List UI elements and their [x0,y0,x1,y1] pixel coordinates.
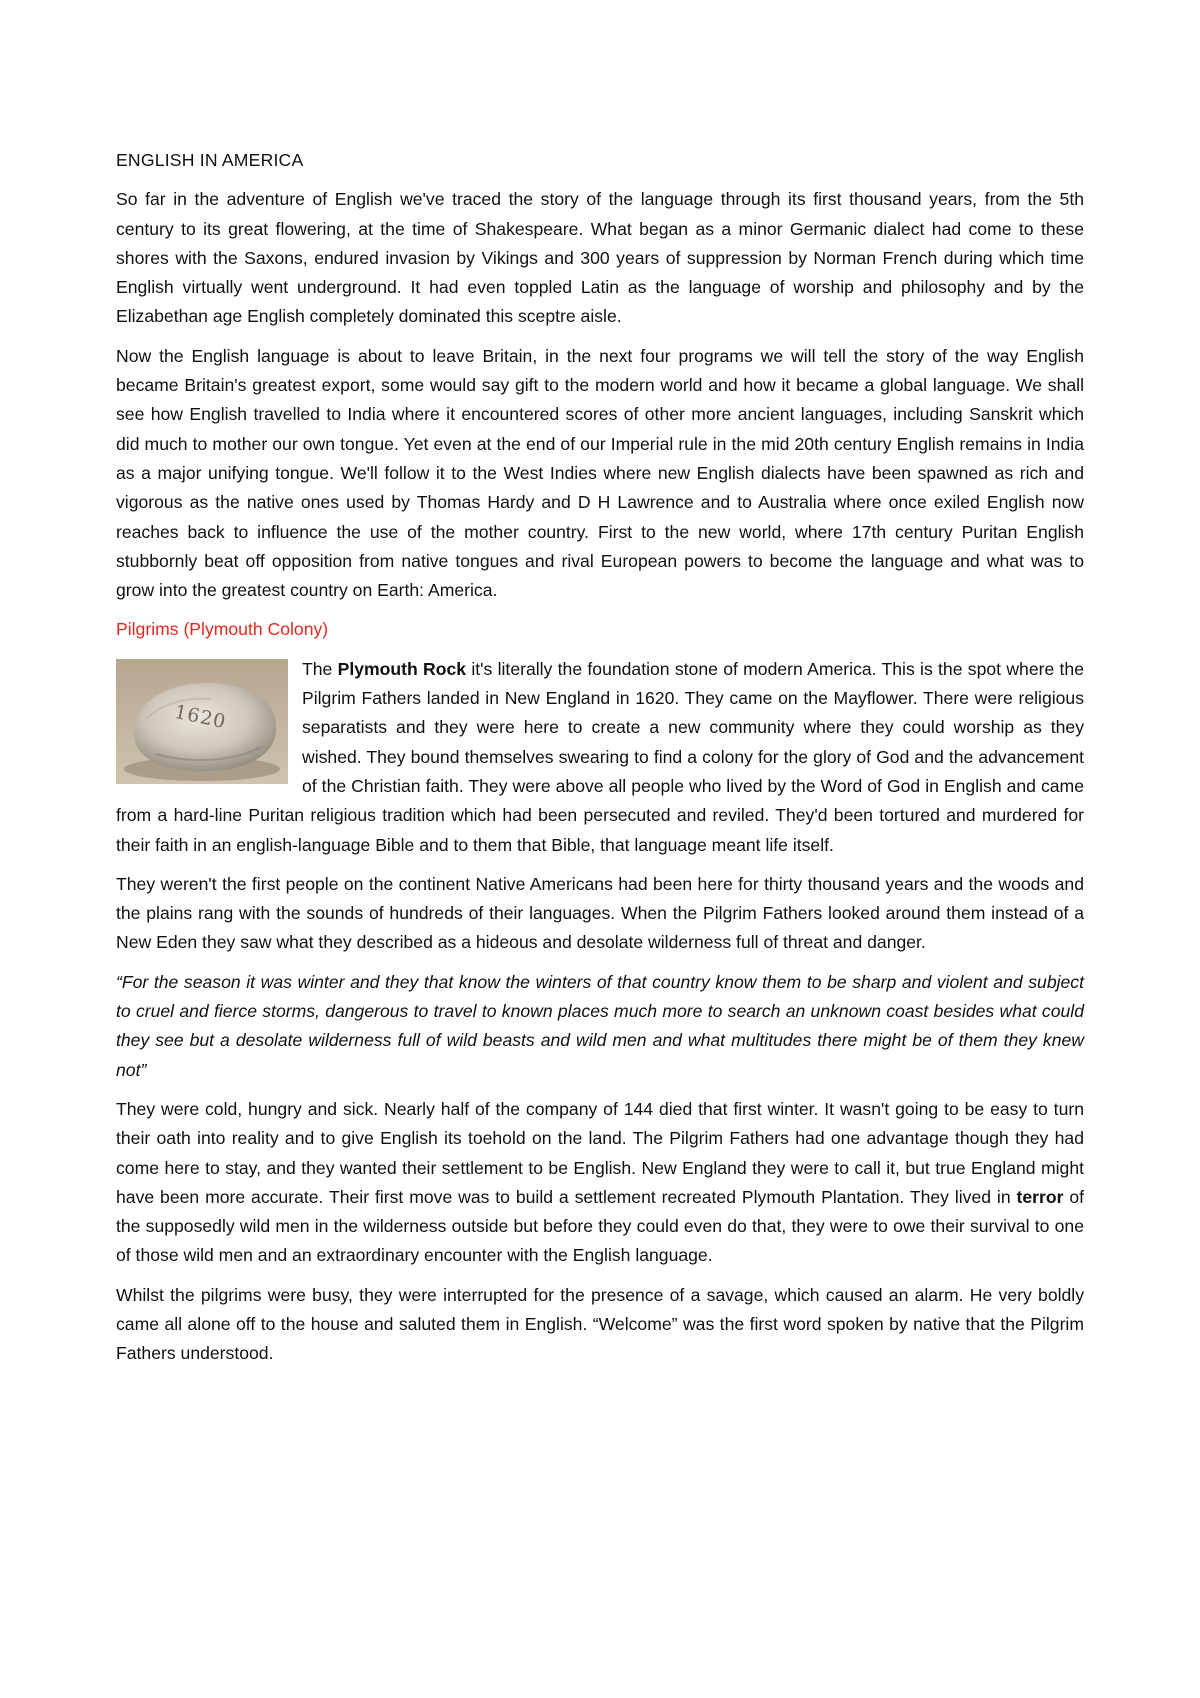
document-title: ENGLISH IN AMERICA [116,150,304,170]
plymouth-rock-photo [116,659,288,784]
section-heading-pilgrims: Pilgrims (Plymouth Colony) [116,619,329,640]
terror-bold: terror [1016,1186,1064,1207]
winter-paragraph-start: They were cold, hungry and sick. Nearly half of the company of 144 died that first winter. It wasn't going to be easy to turn their oath into reality and to give English its toehold on the land. The Pilgrim Fathers had one advantage though they had come here to stay, and they wanted their settlement to be English. New England they were to call it, but true England might have been more accurate. Their first move was to build a settlement recreated Plymouth Plantation. They lived in [116,1098,1084,1207]
native-americans-paragraph: They weren't the first people on the continent Native Americans had been here for thirty thousand years and the woods and the plains rang with the sounds of hundreds of their languages. When the Pilgrim Fathers looked around them instead of a New Eden they saw what they described as a hideous and desolate wilderness full of threat and danger. [116,873,1084,953]
rock-paragraph-start: The [302,658,338,679]
welcome-paragraph: Whilst the pilgrims were busy, they were interrupted for the presence of a savage, which caused an alarm. He very boldly came all alone off to the house and saluted them in English. “Welcome” was the first word spoken by native that the Pilgrim Fathers understood. [116,1284,1084,1364]
first-winter-paragraph [116,1095,1084,1271]
rock-paragraph-rest: it's literally the foundation stone of modern America. This is the spot where the Pilgrim Fathers landed in New England in 1620. They came on the Mayflower. There were religious separatists and they were here to create a new community where they could worship as they wished. They bound themselves swearing to find a colony for the glory of God and the advancement of the Christian faith. They were above all people who lived by the Word of God in English and came from a hard-line Puritan religious tradition which had been persecuted and reviled. They'd been tortured and murdered for their faith in an english-language Bible and to them that Bible, that language meant life itself. [116,658,1084,855]
winter-quote: “For the season it was winter and they that know the winters of that country know them to be sharp and violent and subject to cruel and fierce storms, dangerous to travel to known places much more to search an unknown coast besides what could they see but a desolate wilderness full of wild beasts and wild men and what multitudes there might be of them they knew not” [116,971,1084,1080]
intro-paragraph-1: So far in the adventure of English we've traced the story of the language through its first thousand years, from the 5th century to its great flowering, at the time of Shakespeare. What began as a minor Germanic dialect had come to these shores with the Saxons, endured invasion by Vikings and 300 years of suppression by Norman French during which time English virtually went underground. It had even toppled Latin as the language of worship and philosophy and by the Elizabethan age English completely dominated this sceptre aisle. [116,189,1084,327]
rock-inscription: 1620 [172,700,229,733]
intro-paragraph-2: Now the English language is about to leave Britain, in the next four programs we will tell the story of the way English became Britain's greatest export, some would say gift to the modern world and how it became a global language. We shall see how English travelled to India where it encountered scores of other more ancient languages, including Sanskrit which did much to mother our own tongue. Yet even at the end of our Imperial rule in the mid 20th century English remains in India as a major unifying tongue. We'll follow it to the West Indies where new English dialects have been spawned as rich and vigorous as the native ones used by Thomas Hardy and D H Lawrence and to Australia where once exiled English now reaches back to influence the use of the mother country. First to the new world, where 17th century Puritan English stubbornly beat off opposition from native tongues and rival European powers to become the language and what was to grow into the greatest country on Earth: America. [116,345,1084,601]
winter-paragraph-rest: of the supposedly wild men in the wilderness outside but before they could even do that, they were to owe their survival to one of those wild men and an extraordinary encounter with the English language. [116,1186,1085,1266]
document-page [116,146,1084,1379]
plymouth-rock-bold: Plymouth Rock [337,658,467,679]
